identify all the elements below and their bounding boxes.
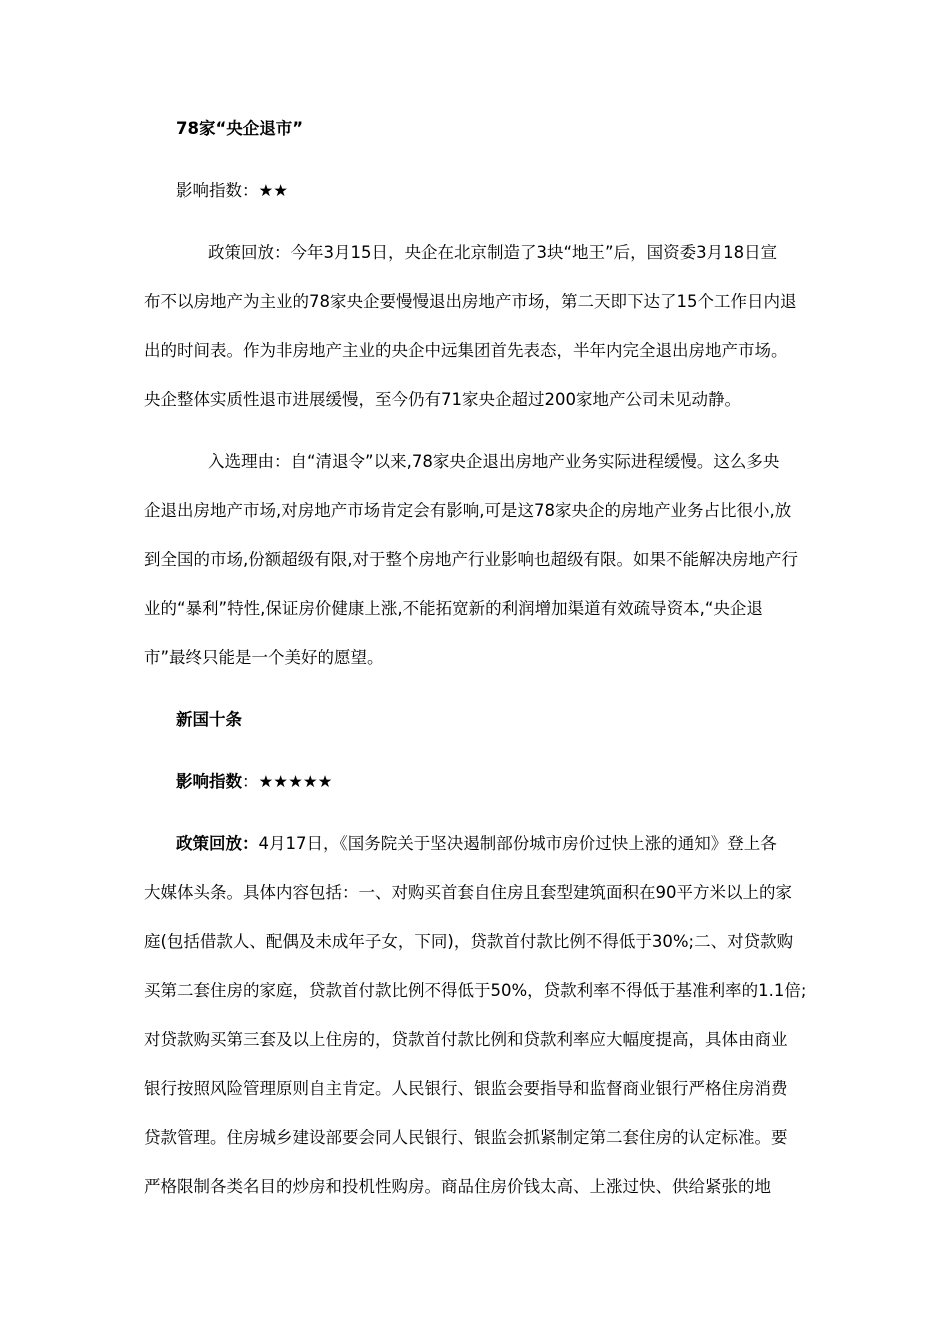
paragraph-line: 大媒体头条。具体内容包括：一、对购买首套自住房且套型建筑面积在90平方米以上的家 (144, 883, 792, 902)
policy-label: 政策回放： (176, 834, 259, 853)
section1-title: 78家“央企退市” (176, 119, 304, 138)
section1-reason-paragraph (144, 437, 812, 682)
section2-title: 新国十条 (176, 710, 242, 729)
paragraph-line: 布不以房地产为主业的78家央企要慢慢退出房地产市场，第二天即下达了15个工作日内退 (144, 292, 797, 311)
paragraph-line: 买第二套住房的家庭，贷款首付款比例不得低于50%，贷款利率不得低于基准利率的1.1倍; (144, 981, 807, 1000)
paragraph-line: 业的“暴利”特性,保证房价健康上涨,不能拓宽新的利润增加渠道有效疏导资本,“央企退 (144, 599, 763, 618)
rating-stars: ★★★★★ (258, 772, 333, 791)
rating-stars: ★★ (258, 181, 289, 200)
paragraph-line (144, 819, 812, 868)
paragraph-line: 政策回放：今年3月15日，央企在北京制造了3块“地王”后，国资委3月18日宣 (208, 243, 778, 262)
paragraph-line: 市”最终只能是一个美好的愿望。 (144, 648, 384, 667)
section2-rating (144, 757, 812, 806)
paragraph-line: 庭(包括借款人、配偶及未成年子女，下同)，贷款首付款比例不得低于30%;二、对贷款购 (144, 932, 794, 951)
paragraph-line: 入选理由：自“清退令”以来,78家央企退出房地产业务实际进程缓慢。这么多央 (208, 452, 780, 471)
section1-policy-paragraph (144, 228, 812, 424)
paragraph-line: 企退出房地产市场,对房地产市场肯定会有影响,可是这78家央企的房地产业务占比很小,放 (144, 501, 792, 520)
paragraph-line: 贷款管理。住房城乡建设部要会同人民银行、银监会抓紧制定第二套住房的认定标准。要 (144, 1128, 788, 1147)
rating-label: 影响指数： (176, 181, 259, 200)
paragraph-line: 对贷款购买第三套及以上住房的，贷款首付款比例和贷款利率应大幅度提高，具体由商业 (144, 1030, 788, 1049)
document-body (144, 104, 812, 1211)
paragraph-line: 央企整体实质性退市进展缓慢，至今仍有71家央企超过200家地产公司未见动静。 (144, 390, 741, 409)
paragraph-line: 出的时间表。作为非房地产主业的央企中远集团首先表态，半年内完全退出房地产市场。 (144, 341, 788, 360)
paragraph-line: 到全国的市场,份额超级有限,对于整个房地产行业影响也超级有限。如果不能解决房地产行 (144, 550, 798, 569)
paragraph-line: 银行按照风险管理原则自主肯定。人民银行、银监会要指导和监督商业银行严格住房消费 (144, 1079, 788, 1098)
section2-policy-paragraph (144, 819, 812, 1211)
rating-colon: ： (242, 772, 259, 791)
rating-label: 影响指数 (176, 772, 242, 791)
policy-first-line-text: 4月17日，《国务院关于坚决遏制部份城市房价过快上涨的通知》登上各 (258, 834, 777, 853)
paragraph-line: 严格限制各类名目的炒房和投机性购房。商品住房价钱太高、上涨过快、供给紧张的地 (144, 1177, 771, 1196)
section1-rating (144, 166, 812, 215)
